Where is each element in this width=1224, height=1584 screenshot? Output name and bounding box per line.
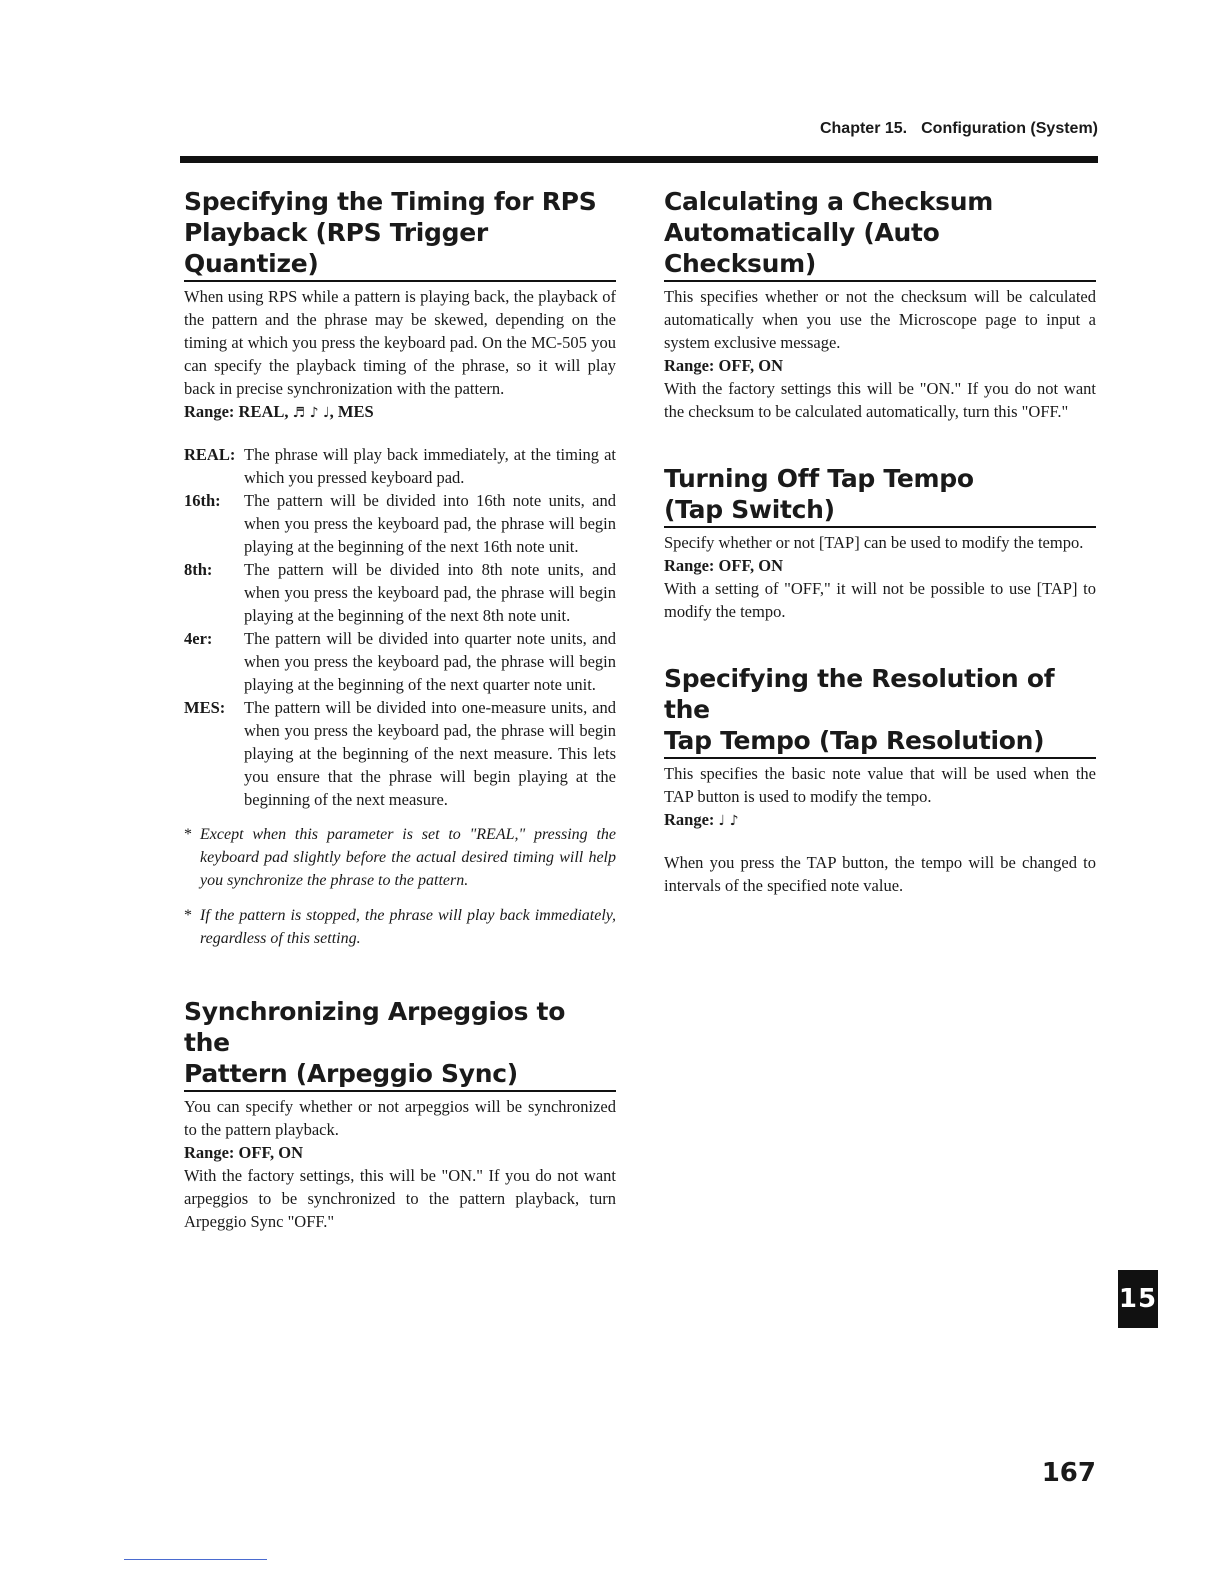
- body-text: Specify whether or not [TAP] can be used to modify the tempo.: [664, 533, 1084, 552]
- section-heading: Specifying the Resolution of the Tap Tempo (Tap Resolution): [664, 663, 1096, 759]
- section-auto-checksum: [664, 186, 1096, 423]
- chapter-number: Chapter 15.: [819, 120, 908, 137]
- range-line: Range: REAL, ♬ ♪ ♩, MES: [184, 402, 374, 421]
- right-column: [664, 186, 1096, 931]
- range-line: Range: OFF, ON: [184, 1143, 304, 1162]
- scan-artifact-line: [124, 1559, 267, 1560]
- definition-item: MES: The pattern will be divided into one-measure units, and when you press the keyboard pad, the phrase will begin playing at the beginning of the next measure. This lets you ensure that the phrase will begin playing at the beginning of the next measure.: [184, 698, 616, 809]
- definition-item: 4er: The pattern will be divided into quarter note units, and when you press the keyboard pad, the phrase will begin playing at the beginning of the next quarter note unit.: [184, 629, 616, 694]
- note-symbols-icon: ♬ ♪ ♩: [292, 405, 330, 421]
- definition-list: [184, 443, 616, 811]
- running-header: [180, 120, 1098, 138]
- body-text: You can specify whether or not arpeggios will be synchronized to the pattern playback.: [184, 1097, 616, 1139]
- section-rps-trigger-quantize: [184, 186, 616, 950]
- body-text: When you press the TAP button, the tempo will be changed to intervals of the specified note value.: [664, 853, 1096, 895]
- body-text: With the factory settings, this will be "ON." If you do not want arpeggios to be synchronized to the pattern playback, turn Arpeggio Sync "OFF.": [184, 1166, 616, 1231]
- section-heading: Turning Off Tap Tempo (Tap Switch): [664, 463, 1096, 528]
- header-rule: [180, 156, 1098, 163]
- body-text: This specifies whether or not the checksum will be calculated automatically when you use the Microscope page to input a system exclusive message.: [664, 287, 1096, 352]
- chapter-title: Configuration (System): [921, 120, 1098, 137]
- body-text: This specifies the basic note value that will be used when the TAP button is used to modify the tempo.: [664, 764, 1096, 806]
- range-line: Range: ♩ ♪: [664, 810, 739, 829]
- section-tap-resolution: [664, 663, 1096, 897]
- range-line: Range: OFF, ON: [664, 556, 784, 575]
- footnote: * If the pattern is stopped, the phrase will play back immediately, regardless of this setting.: [184, 907, 616, 947]
- section-heading: Synchronizing Arpeggios to the Pattern (Arpeggio Sync): [184, 996, 616, 1092]
- range-line: Range: OFF, ON: [664, 356, 784, 375]
- definition-item: REAL: The phrase will play back immediately, at the timing at which you pressed keyboard pad.: [184, 445, 616, 487]
- page-number: 167: [1041, 1458, 1096, 1488]
- section-heading: Calculating a Checksum Automatically (Auto Checksum): [664, 186, 1096, 282]
- definition-item: 8th: The pattern will be divided into 8th note units, and when you press the keyboard pad, the phrase will begin playing at the beginning of the next 8th note unit.: [184, 560, 616, 625]
- section-heading: Specifying the Timing for RPS Playback (RPS Trigger Quantize): [184, 186, 616, 282]
- footnote: * Except when this parameter is set to "REAL," pressing the keyboard pad slightly before the actual desired timing will help you synchronize the phrase to the pattern.: [184, 826, 616, 889]
- body-text: With the factory settings this will be "ON." If you do not want the checksum to be calculated automatically, turn this "OFF.": [664, 379, 1096, 421]
- chapter-tab: 15: [1118, 1270, 1158, 1328]
- definition-item: 16th: The pattern will be divided into 16th note units, and when you press the keyboard pad, the phrase will begin playing at the beginning of the next 16th note unit.: [184, 491, 616, 556]
- body-text: With a setting of "OFF," it will not be possible to use [TAP] to modify the tempo.: [664, 579, 1096, 621]
- section-arpeggio-sync: [184, 996, 616, 1233]
- note-symbols-icon: ♩ ♪: [718, 813, 739, 829]
- body-text: When using RPS while a pattern is playing back, the playback of the pattern and the phrase may be skewed, depending on the timing at which you press the keyboard pad. On the MC-505 you can specify the playback timing of the phrase, so it will play back in precise synchronization with the pattern.: [184, 287, 616, 398]
- left-column: [184, 186, 616, 1267]
- section-tap-switch: [664, 463, 1096, 623]
